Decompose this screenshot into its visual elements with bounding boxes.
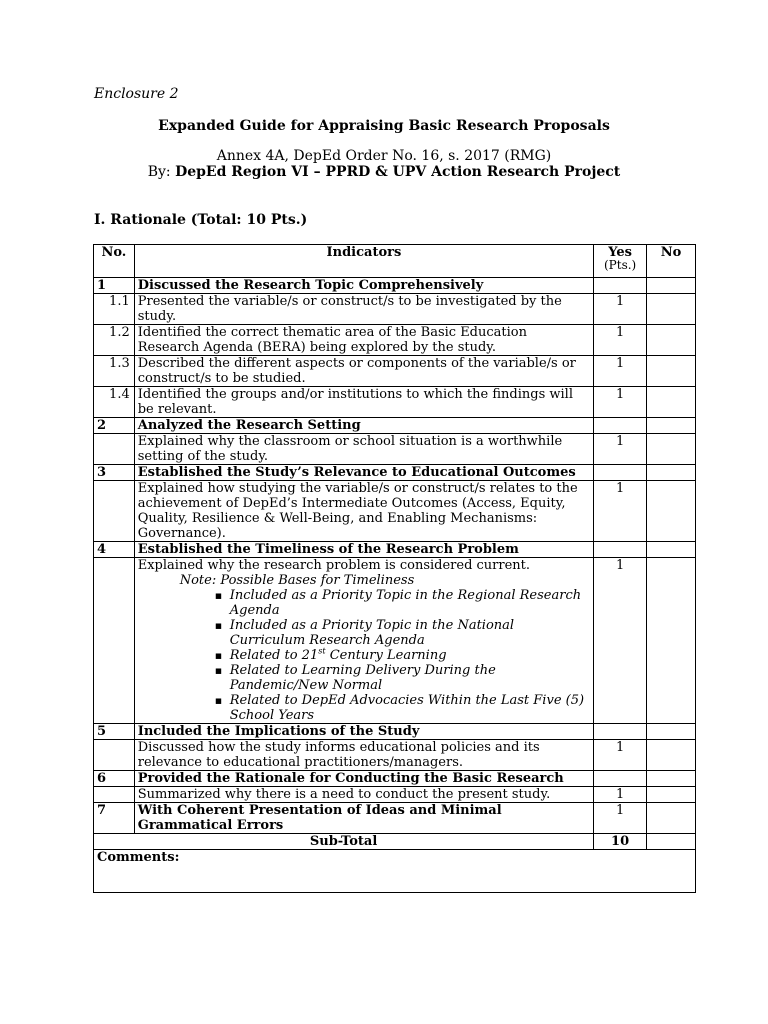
row-number: 3 <box>94 465 135 481</box>
header-yes-label: Yes <box>608 245 632 260</box>
table-header-row <box>94 245 696 278</box>
list-item: ▪ Related to Learning Delivery During the Pandemic/New Normal <box>215 663 590 693</box>
table-row <box>94 294 696 325</box>
table-row <box>94 558 696 724</box>
no-cell[interactable] <box>647 294 696 325</box>
enclosure-label: Enclosure 2 <box>94 86 179 102</box>
table-row <box>94 481 696 542</box>
yes-cell[interactable] <box>594 278 647 294</box>
row-number: 4 <box>94 542 135 558</box>
row-number: 1.1 <box>94 294 135 325</box>
no-cell[interactable] <box>647 724 696 740</box>
row-number: 1 <box>94 278 135 294</box>
row-number: 5 <box>94 724 135 740</box>
row-number <box>94 787 135 803</box>
table-row <box>94 803 696 834</box>
no-cell[interactable] <box>647 418 696 434</box>
table-row <box>94 434 696 465</box>
table-row <box>94 724 696 740</box>
table-row <box>94 787 696 803</box>
document-title: Expanded Guide for Appraising Basic Research Proposals <box>158 118 610 134</box>
table-row <box>94 465 696 481</box>
row-number <box>94 740 135 771</box>
indicator-text: Explained why the classroom or school situation is a worthwhile setting of the study. <box>134 434 593 465</box>
yes-cell[interactable]: 1 <box>594 787 647 803</box>
list-item <box>215 648 590 663</box>
no-cell[interactable] <box>647 387 696 418</box>
indicator-main: Established the Study’s Relevance to Educational Outcomes <box>134 465 593 481</box>
author-organization: DepEd Region VI – PPRD & UPV Action Research Project <box>175 164 621 180</box>
no-cell[interactable] <box>647 787 696 803</box>
indicator-main: Included the Implications of the Study <box>134 724 593 740</box>
list-item: ▪ Included as a Priority Topic in the Regional Research Agenda <box>215 588 590 618</box>
rationale-rubric-table <box>93 244 696 893</box>
header-no: No. <box>94 245 135 278</box>
row-number: 1.3 <box>94 356 135 387</box>
author-prefix: By: <box>147 164 176 180</box>
table-row <box>94 278 696 294</box>
yes-cell[interactable]: 1 <box>594 294 647 325</box>
list-item-text: Related to 21 <box>229 648 319 663</box>
header-no-answer: No <box>647 245 696 278</box>
yes-cell[interactable]: 1 <box>594 740 647 771</box>
row-number <box>94 434 135 465</box>
comments-box[interactable] <box>94 850 696 893</box>
row-number: 6 <box>94 771 135 787</box>
no-cell[interactable] <box>647 740 696 771</box>
header-yes <box>594 245 647 278</box>
yes-cell[interactable] <box>594 418 647 434</box>
yes-cell[interactable] <box>594 465 647 481</box>
indicator-text: Identified the groups and/or institutions to which the findings will be relevant. <box>134 387 593 418</box>
indicator-text: Discussed how the study informs educational policies and its relevance to educational practitioners/managers. <box>134 740 593 771</box>
yes-cell[interactable]: 1 <box>594 387 647 418</box>
annex-reference: Annex 4A, DepEd Order No. 16, s. 2017 (RMG) <box>216 148 552 164</box>
list-item: ▪ Included as a Priority Topic in the National Curriculum Research Agenda <box>215 618 590 648</box>
timeliness-bases-list <box>138 588 590 723</box>
yes-cell[interactable]: 1 <box>594 481 647 542</box>
no-cell[interactable] <box>647 771 696 787</box>
table-row <box>94 325 696 356</box>
indicator-text: Summarized why there is a need to conduct the present study. <box>134 787 593 803</box>
indicator-main: Discussed the Research Topic Comprehensively <box>134 278 593 294</box>
yes-cell[interactable] <box>594 771 647 787</box>
no-cell[interactable] <box>647 434 696 465</box>
indicator-main: Established the Timeliness of the Research Problem <box>134 542 593 558</box>
comments-row <box>94 850 696 893</box>
author-line <box>0 164 768 180</box>
list-item: ▪ Related to DepEd Advocacies Within the Last Five (5) School Years <box>215 693 590 723</box>
yes-cell[interactable]: 1 <box>594 356 647 387</box>
yes-cell[interactable]: 1 <box>594 803 647 834</box>
timeliness-explanation: Explained why the research problem is considered current. <box>137 558 531 573</box>
indicator-text: Explained how studying the variable/s or construct/s relates to the achievement of DepEd’s Intermediate Outcomes (Access, Equity, Quality, Resilience & Well-Being, and Enabling Mechanisms: Governance). <box>134 481 593 542</box>
row-number <box>94 558 135 724</box>
indicator-main: Provided the Rationale for Conducting the Basic Research <box>134 771 593 787</box>
no-cell[interactable] <box>647 542 696 558</box>
row-number: 1.2 <box>94 325 135 356</box>
yes-cell[interactable] <box>594 542 647 558</box>
indicator-text: Presented the variable/s or construct/s to be investigated by the study. <box>134 294 593 325</box>
no-cell[interactable] <box>647 356 696 387</box>
indicator-main: With Coherent Presentation of Ideas and Minimal Grammatical Errors <box>134 803 593 834</box>
section-title: I. Rationale (Total: 10 Pts.) <box>94 212 308 228</box>
subtotal-label: Sub-Total <box>94 834 594 850</box>
comments-label: Comments: <box>97 850 180 865</box>
no-cell[interactable] <box>647 558 696 724</box>
no-cell[interactable] <box>647 481 696 542</box>
indicator-text <box>134 558 593 724</box>
indicator-text: Identified the correct thematic area of the Basic Education Research Agenda (BERA) being explored by the study. <box>134 325 593 356</box>
table-row <box>94 418 696 434</box>
yes-cell[interactable] <box>594 724 647 740</box>
indicator-main: Analyzed the Research Setting <box>134 418 593 434</box>
subtotal-row <box>94 834 696 850</box>
no-cell[interactable] <box>647 278 696 294</box>
header-yes-points: (Pts.) <box>603 258 637 272</box>
list-item-text-rest: Century Learning <box>325 648 447 663</box>
row-number <box>94 481 135 542</box>
yes-cell[interactable]: 1 <box>594 325 647 356</box>
ordinal-suffix: st <box>318 646 326 656</box>
header-indicators: Indicators <box>134 245 593 278</box>
table-row <box>94 542 696 558</box>
timeliness-note: Note: Possible Bases for Timeliness <box>179 573 415 588</box>
no-cell[interactable] <box>647 325 696 356</box>
no-cell[interactable] <box>647 803 696 834</box>
no-cell[interactable] <box>647 465 696 481</box>
row-number: 1.4 <box>94 387 135 418</box>
table-row <box>94 771 696 787</box>
table-row <box>94 356 696 387</box>
indicator-text: Described the different aspects or components of the variable/s or construct/s to be studied. <box>134 356 593 387</box>
row-number: 2 <box>94 418 135 434</box>
table-row <box>94 740 696 771</box>
table-row <box>94 387 696 418</box>
subtotal-value: 10 <box>594 834 647 850</box>
subtotal-no-cell <box>647 834 696 850</box>
yes-cell[interactable]: 1 <box>594 434 647 465</box>
yes-cell[interactable]: 1 <box>594 558 647 724</box>
row-number: 7 <box>94 803 135 834</box>
